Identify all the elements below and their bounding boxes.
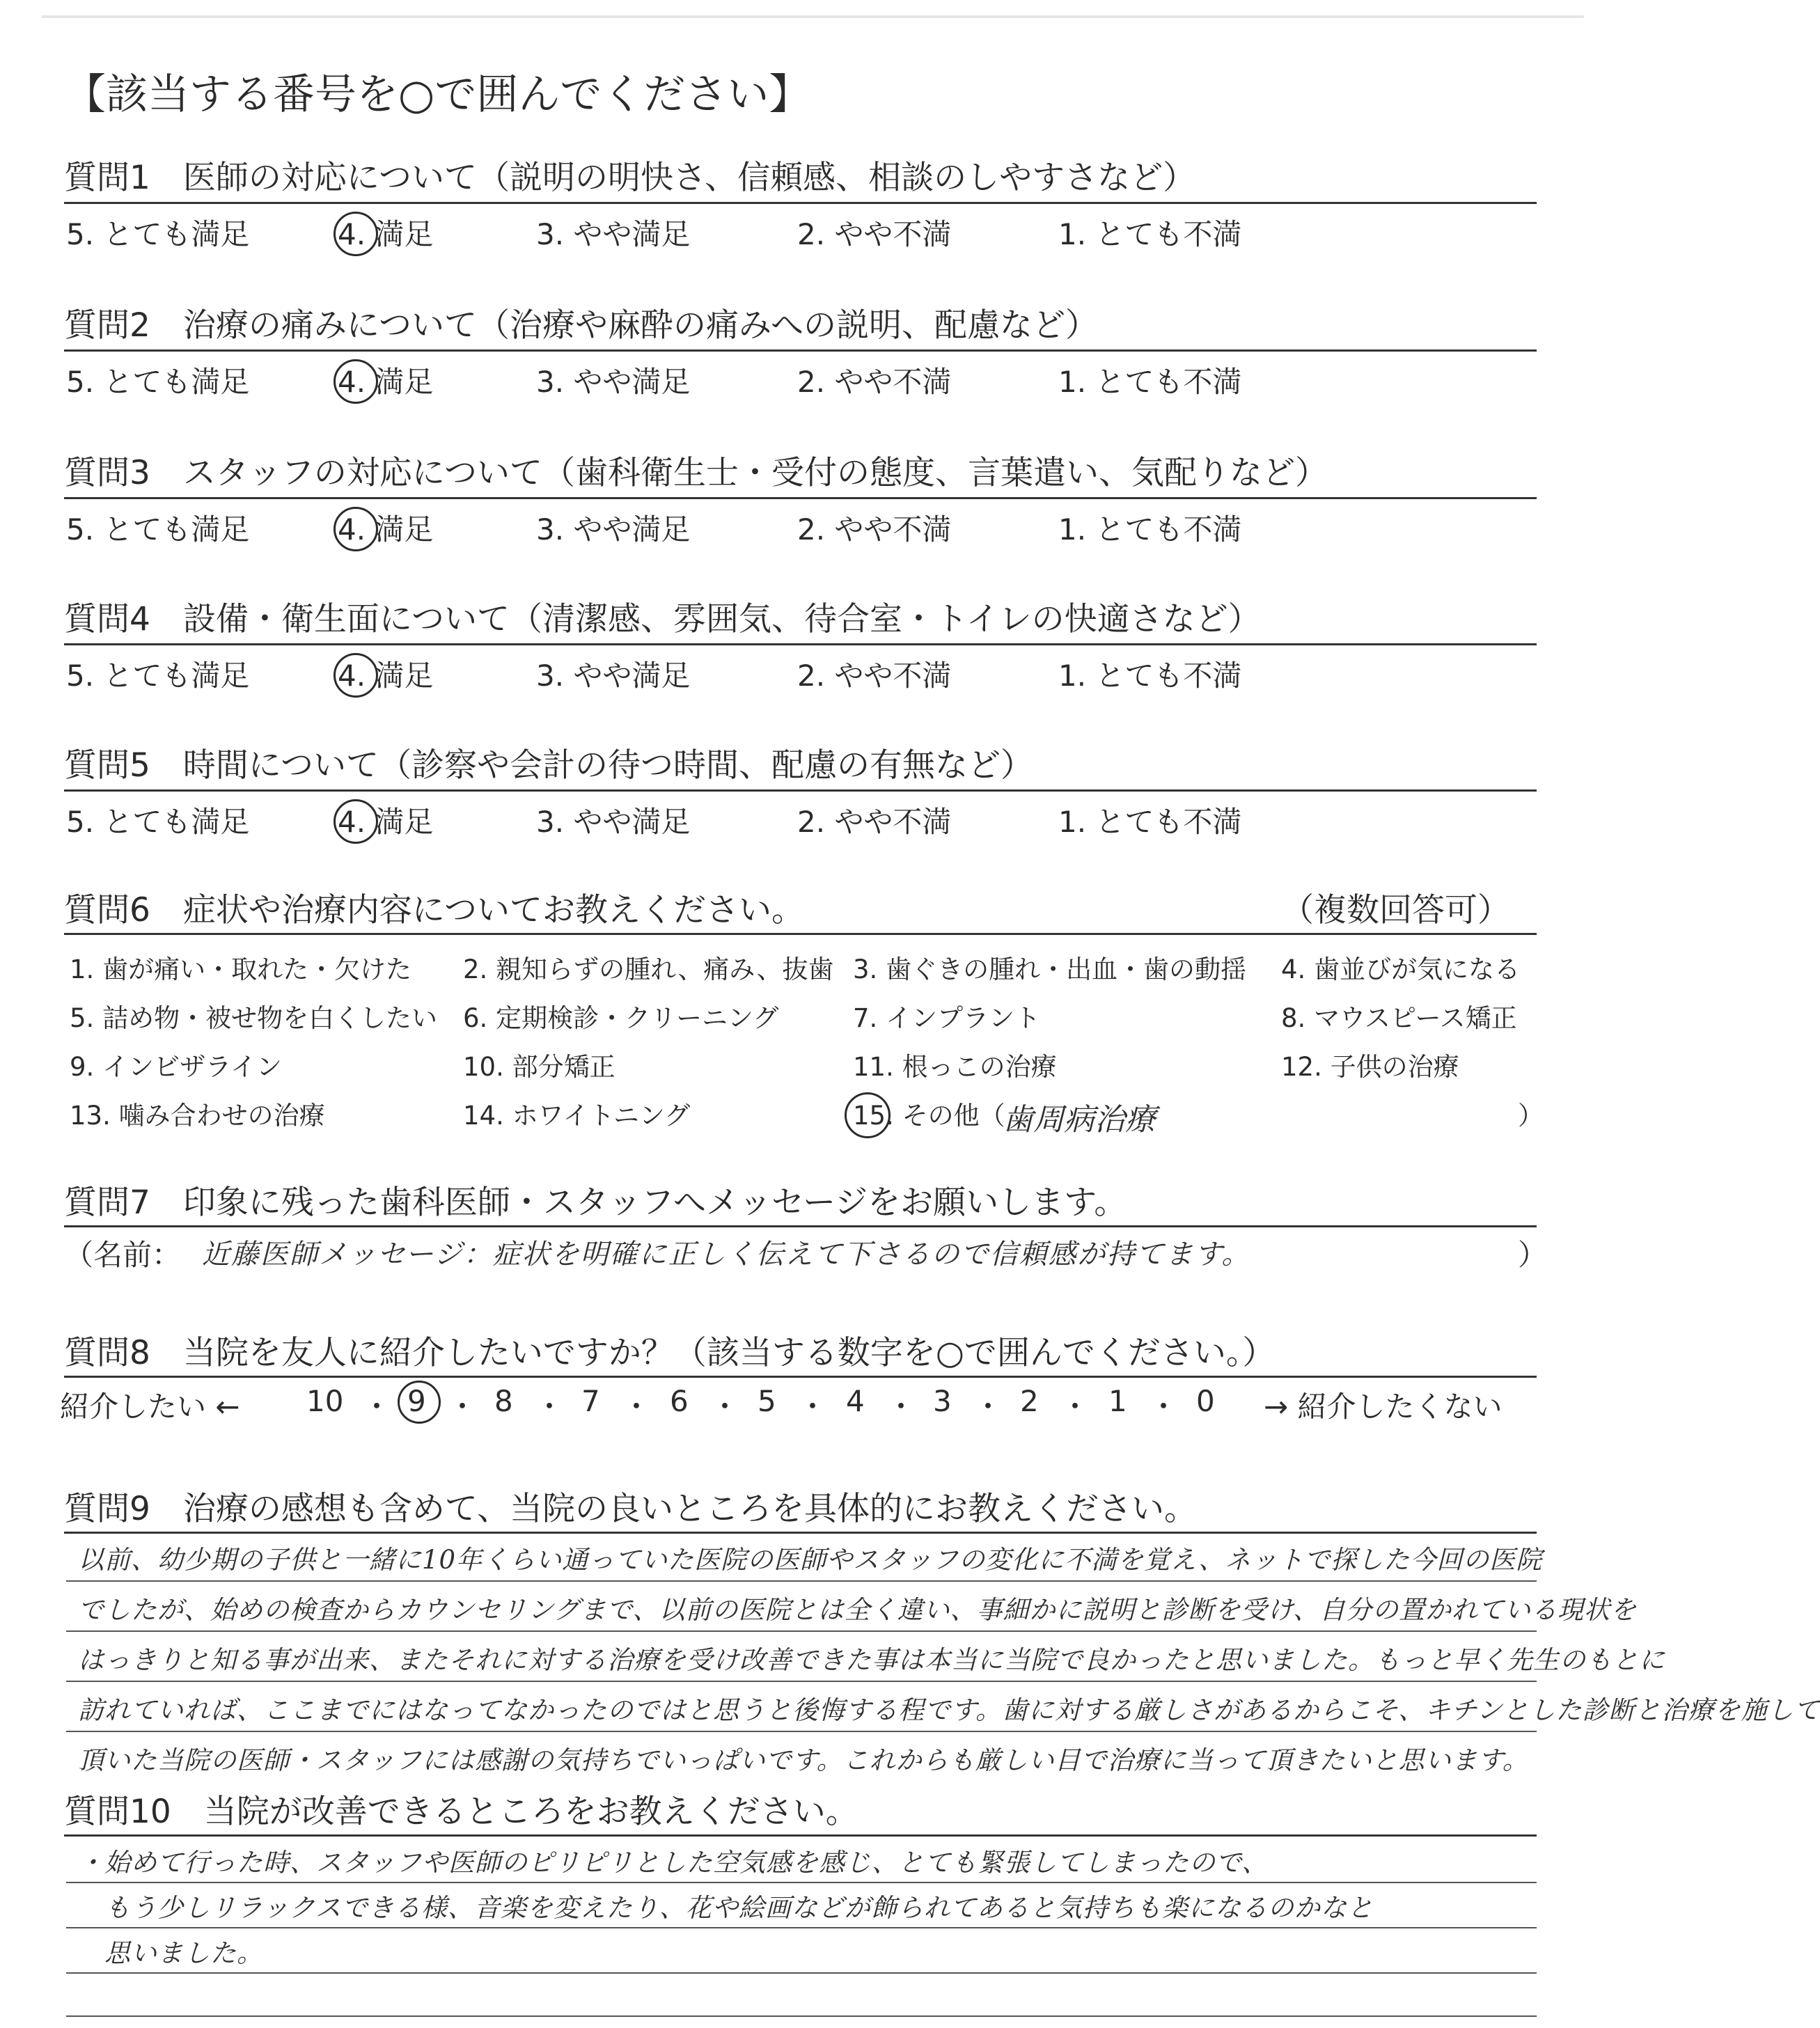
question-5-selection-circle xyxy=(334,799,378,844)
question-3-selection-circle xyxy=(334,507,378,551)
question-4-title: 質問4 設備・衛生面について（清潔感、雰囲気、待合室・トイレの快適さなど） xyxy=(64,600,1261,638)
question-10-rule xyxy=(64,1834,1537,1837)
question-9-rule xyxy=(64,1532,1537,1534)
question-6-option-5[interactable]: 5. 詰め物・被せ物を白くしたい xyxy=(70,1003,438,1033)
question-4-option-2[interactable]: 2. やや不満 xyxy=(797,659,952,693)
question-10-line-rule xyxy=(66,2015,1537,2017)
question-5-option-5[interactable]: 5. とても満足 xyxy=(66,805,250,839)
question-6-option-7[interactable]: 7. インプラント xyxy=(853,1003,1041,1033)
question-6-close-paren: ） xyxy=(1518,1101,1544,1131)
question-6-other-answer: 歯周病治療 xyxy=(1003,1102,1156,1138)
question-5-option-2[interactable]: 2. やや不満 xyxy=(797,805,952,839)
question-1-selection-circle xyxy=(334,212,378,256)
question-8-separator: ・ xyxy=(798,1390,828,1424)
question-10-line-rule xyxy=(66,1882,1537,1883)
question-6-option-14[interactable]: 14. ホワイトニング xyxy=(463,1101,691,1131)
question-6-rule xyxy=(64,933,1537,935)
question-3-option-5[interactable]: 5. とても満足 xyxy=(66,512,250,547)
question-9-answer-line: はっきりと知る事が出来、またそれに対する治療を受け改善できた事は本当に当院で良かったと思いました。もっと早く先生のもとに xyxy=(78,1645,1665,1675)
question-10-line-rule xyxy=(66,1927,1537,1928)
question-8-number-5[interactable]: 5 xyxy=(758,1384,776,1418)
question-9-answer-line: 訪れていれば、ここまでにはなってなかったのではと思うと後悔する程です。歯に対する厳しさがあるからこそ、キチンとした診断と治療を施して xyxy=(78,1695,1820,1725)
question-8-separator: ・ xyxy=(973,1390,1003,1424)
question-1-option-4[interactable]: 4. 満足 xyxy=(338,217,434,251)
question-6-option-11[interactable]: 11. 根っこの治療 xyxy=(853,1052,1057,1082)
question-3-option-4[interactable]: 4. 満足 xyxy=(338,512,434,547)
question-9-line-rule xyxy=(66,1630,1537,1632)
question-9-answer-line: 頂いた当院の医師・スタッフには感謝の気持ちでいっぱいです。これからも厳しい目で治療に当って頂きたいと思います。 xyxy=(78,1745,1529,1775)
question-8-selection-circle xyxy=(398,1381,441,1424)
question-6-option-4[interactable]: 4. 歯並びが気になる xyxy=(1281,954,1521,984)
question-1-option-5[interactable]: 5. とても満足 xyxy=(66,217,250,251)
question-8-separator: ・ xyxy=(710,1390,740,1424)
question-5-option-4[interactable]: 4. 満足 xyxy=(338,805,434,839)
page-heading: 【該当する番号を○で囲んでください】 xyxy=(64,70,811,119)
question-6-option-6[interactable]: 6. 定期検診・クリーニング xyxy=(463,1003,779,1033)
question-2-option-5[interactable]: 5. とても満足 xyxy=(66,365,250,399)
question-8-number-10[interactable]: 10 xyxy=(306,1384,344,1418)
question-6-option-12[interactable]: 12. 子供の治療 xyxy=(1281,1052,1459,1082)
question-6-option-13[interactable]: 13. 噛み合わせの治療 xyxy=(70,1101,325,1131)
question-2-rule xyxy=(64,349,1537,352)
question-6-option-1[interactable]: 1. 歯が痛い・取れた・欠けた xyxy=(70,954,412,984)
question-8-number-8[interactable]: 8 xyxy=(494,1384,513,1418)
question-1-rule xyxy=(64,202,1537,204)
question-7-close-paren: ） xyxy=(1518,1238,1548,1272)
question-7-rule xyxy=(64,1225,1537,1227)
question-10-answer-line: 思いました。 xyxy=(104,1938,263,1968)
question-2-selection-circle xyxy=(334,359,378,404)
question-9-line-rule xyxy=(66,1580,1537,1582)
question-8-number-4[interactable]: 4 xyxy=(846,1384,865,1418)
question-2-title: 質問2 治療の痛みについて（治療や麻酔の痛みへの説明、配慮など） xyxy=(64,306,1099,345)
question-3-option-1[interactable]: 1. とても不満 xyxy=(1058,512,1242,547)
question-8-separator: ・ xyxy=(535,1390,565,1424)
question-8-number-7[interactable]: 7 xyxy=(581,1384,600,1418)
question-8-title: 質問8 当院を友人に紹介したいですか？（該当する数字を○で囲んでください。） xyxy=(64,1334,1276,1372)
question-10-title: 質問10 当院が改善できるところをお教えください。 xyxy=(64,1793,858,1831)
question-6-selection-circle xyxy=(845,1092,891,1138)
question-7-name-prefix: （名前： xyxy=(64,1238,182,1272)
question-8-left-label: 紹介したい ← xyxy=(60,1390,240,1424)
question-3-title: 質問3 スタッフの対応について（歯科衛生士・受付の態度、言葉遣い、気配りなど） xyxy=(64,454,1328,492)
question-8-rule xyxy=(64,1376,1537,1378)
question-4-option-4[interactable]: 4. 満足 xyxy=(338,659,434,693)
question-4-option-1[interactable]: 1. とても不満 xyxy=(1058,659,1242,693)
question-6-option-8[interactable]: 8. マウスピース矯正 xyxy=(1281,1003,1517,1033)
question-7-title: 質問7 印象に残った歯科医師・スタッフへメッセージをお願いします。 xyxy=(64,1184,1127,1222)
question-9-answer-line: 以前、幼少期の子供と一緒に10年くらい通っていた医院の医師やスタッフの変化に不満を覚え、ネットで探した今回の医院 xyxy=(78,1545,1543,1575)
question-9-title: 質問9 治療の感想も含めて、当院の良いところを具体的にお教えください。 xyxy=(64,1490,1197,1528)
question-6-option-15[interactable]: 15. その他（ xyxy=(853,1101,1005,1131)
question-5-title: 質問5 時間について（診察や会計の待つ時間、配慮の有無など） xyxy=(64,746,1033,785)
question-8-number-6[interactable]: 6 xyxy=(670,1384,689,1418)
question-3-option-3[interactable]: 3. やや満足 xyxy=(536,512,691,547)
question-6-option-10[interactable]: 10. 部分矯正 xyxy=(463,1052,615,1082)
question-2-option-4[interactable]: 4. 満足 xyxy=(338,365,434,399)
question-2-option-3[interactable]: 3. やや満足 xyxy=(536,365,691,399)
question-5-rule xyxy=(64,789,1537,792)
question-8-separator: ・ xyxy=(448,1390,478,1424)
question-10-answer-line: もう少しリラックスできる様、音楽を変えたり、花や絵画などが飾られてあると気持ちも楽になるのかなと xyxy=(104,1893,1374,1923)
question-6-option-3[interactable]: 3. 歯ぐきの腫れ・出血・歯の動揺 xyxy=(853,954,1247,984)
question-9-line-rule xyxy=(66,1681,1537,1682)
question-9-answer-line: でしたが、始めの検査からカウンセリングまで、以前の医院とは全く違い、事細かに説明と診断を受け、自分の置かれている現状を xyxy=(78,1595,1638,1625)
question-7-message: 近藤医師メッセージ：症状を明確に正しく伝えて下さるので信頼感が持てます。 xyxy=(202,1239,1251,1271)
question-8-separator: ・ xyxy=(362,1390,392,1424)
question-4-option-3[interactable]: 3. やや満足 xyxy=(536,659,691,693)
question-1-option-2[interactable]: 2. やや不満 xyxy=(797,217,952,251)
question-3-option-2[interactable]: 2. やや不満 xyxy=(797,512,952,547)
question-6-note: （複数回答可） xyxy=(1281,891,1510,929)
question-1-title: 質問1 医師の対応について（説明の明快さ、信頼感、相談のしやすさなど） xyxy=(64,159,1196,197)
question-2-option-1[interactable]: 1. とても不満 xyxy=(1058,365,1242,399)
question-1-option-3[interactable]: 3. やや満足 xyxy=(536,217,691,251)
question-8-right-label: → 紹介したくない xyxy=(1264,1390,1503,1424)
question-8-number-1[interactable]: 1 xyxy=(1108,1384,1127,1418)
question-1-option-1[interactable]: 1. とても不満 xyxy=(1058,217,1242,251)
question-8-separator: ・ xyxy=(622,1390,652,1424)
question-8-separator: ・ xyxy=(1149,1390,1179,1424)
question-10-line-rule xyxy=(66,1972,1537,1974)
question-5-option-3[interactable]: 3. やや満足 xyxy=(536,805,691,839)
question-6-option-2[interactable]: 2. 親知らずの腫れ、痛み、抜歯 xyxy=(463,954,834,984)
question-6-option-9[interactable]: 9. インビザライン xyxy=(70,1052,282,1082)
question-8-number-0[interactable]: 0 xyxy=(1196,1384,1215,1418)
question-8-number-3[interactable]: 3 xyxy=(933,1384,952,1418)
question-4-selection-circle xyxy=(334,653,378,698)
question-6-title: 質問6 症状や治療内容についてお教えください。 xyxy=(64,891,804,929)
question-8-separator: ・ xyxy=(1060,1390,1090,1424)
question-2-option-2[interactable]: 2. やや不満 xyxy=(797,365,952,399)
question-4-option-5[interactable]: 5. とても満足 xyxy=(66,659,250,693)
question-4-rule xyxy=(64,643,1537,645)
question-10-answer-line: ・始めて行った時、スタッフや医師のピリピリとした空気感を感じ、とても緊張してしまったので、 xyxy=(78,1848,1269,1878)
question-8-separator: ・ xyxy=(886,1390,916,1424)
question-5-option-1[interactable]: 1. とても不満 xyxy=(1058,805,1242,839)
top-border xyxy=(42,15,1584,18)
question-9-line-rule xyxy=(66,1731,1537,1732)
question-3-rule xyxy=(64,497,1537,499)
question-8-number-2[interactable]: 2 xyxy=(1020,1384,1039,1418)
question-8-number-9[interactable]: 9 xyxy=(407,1384,426,1418)
